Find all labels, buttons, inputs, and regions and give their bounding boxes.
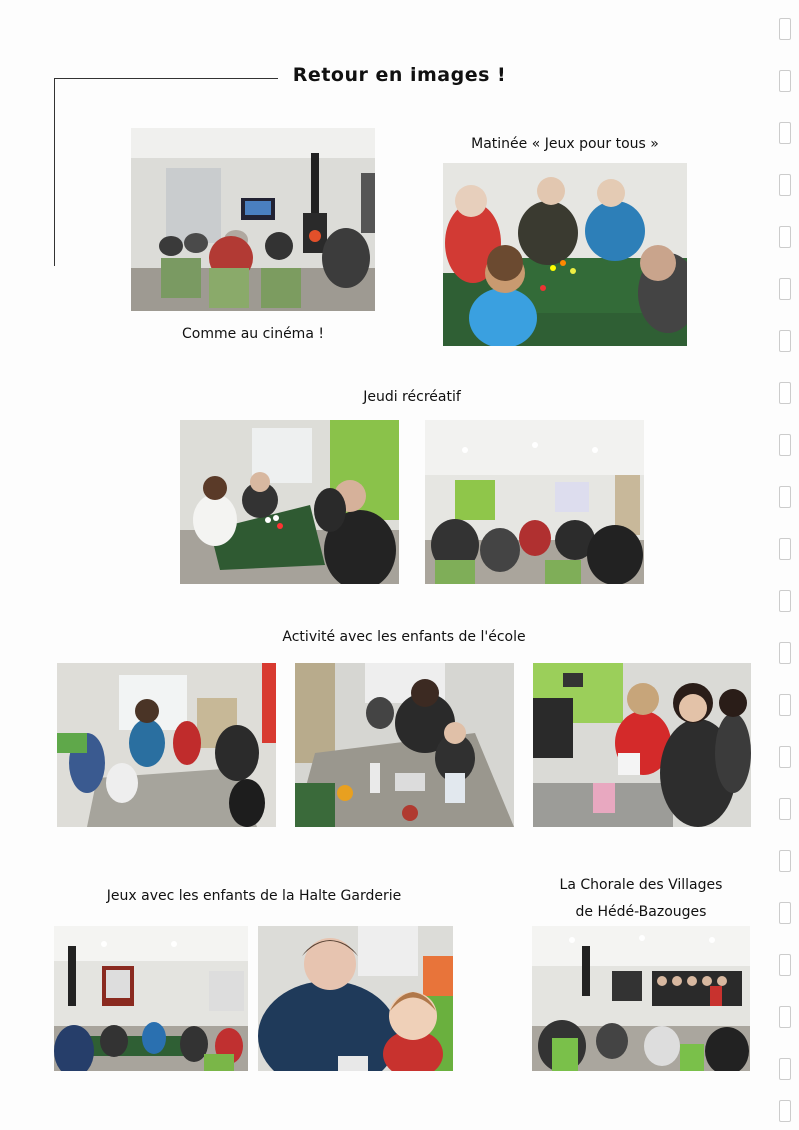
corner-rule-horizontal (54, 78, 278, 79)
caption-jeux-pour-tous: Matinée « Jeux pour tous » (471, 136, 659, 152)
corner-rule-vertical (54, 78, 55, 266)
caption-jeudi: Jeudi récréatif (363, 389, 461, 405)
jeudi-photo-1 (180, 420, 399, 584)
caption-ecole: Activité avec les enfants de l'école (282, 629, 526, 645)
jeudi-photo-2 (425, 420, 644, 584)
halte-photo-2 (258, 926, 453, 1071)
halte-photo-1 (54, 926, 248, 1071)
ecole-photo-3 (533, 663, 751, 827)
ecole-photo-2 (295, 663, 514, 827)
caption-chorale-line2: de Hédé-Bazouges (575, 904, 707, 920)
caption-halte: Jeux avec les enfants de la Halte Garderie (106, 888, 402, 904)
jeux-pour-tous-photo (443, 163, 687, 346)
cinema-photo (131, 128, 375, 311)
caption-cinema: Comme au cinéma ! (182, 326, 324, 342)
page-title: Retour en images ! (292, 64, 507, 86)
chorale-photo (532, 926, 750, 1071)
caption-chorale-line1: La Chorale des Villages (559, 877, 723, 893)
ecole-photo-1 (57, 663, 276, 827)
